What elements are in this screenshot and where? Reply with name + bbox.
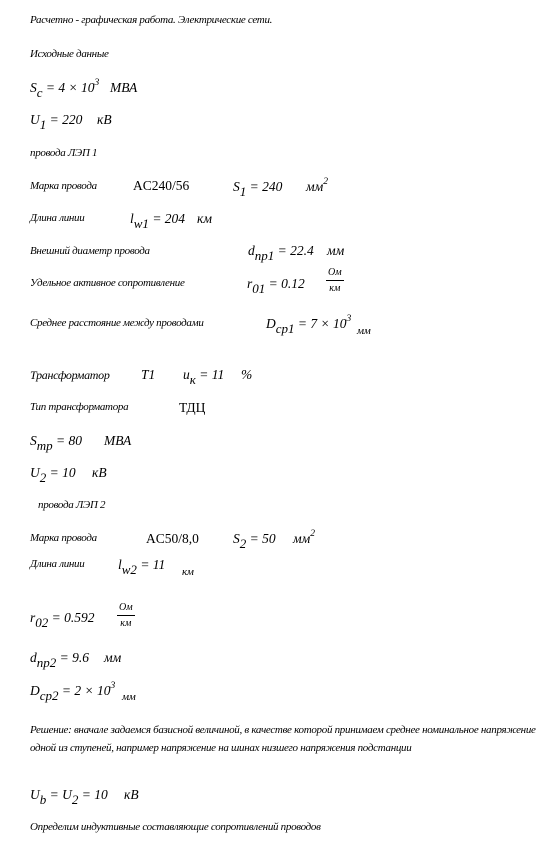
str-symbol: S [30, 433, 37, 448]
r01-unit-denominator: км [329, 283, 341, 294]
dpr2-subscript: пр2 [36, 655, 57, 670]
formula-r01 [247, 276, 305, 296]
line1-length-label: Длина линии [30, 212, 85, 224]
transformer-label: Трансформатор [30, 368, 110, 382]
dpr2-unit: мм [104, 650, 122, 665]
uk-subscript: к [189, 372, 196, 387]
lw2-unit: км [182, 566, 194, 578]
ub-symbol: U [30, 787, 40, 802]
ub-unit: кВ [124, 787, 139, 802]
s2-symbol: S [233, 531, 240, 546]
r02-value: = 0.592 [48, 610, 95, 625]
lw2-value: = 11 [136, 557, 166, 572]
r02-unit-fraction [117, 603, 135, 629]
line2-brand-value: AC50/8,0 [146, 531, 199, 546]
dpr2-value: = 9.6 [56, 650, 89, 665]
sc-value: = 4 × 10 [42, 80, 95, 95]
u1-subscript: 1 [39, 117, 47, 132]
dcp2-unit: мм [122, 691, 136, 703]
lw1-value: = 204 [148, 211, 186, 226]
ub-u2-subscript: 2 [71, 792, 79, 807]
line1-brand-label: Марка провода [30, 180, 97, 192]
lw2-symbol: l [118, 557, 122, 572]
sc-exponent: 3 [94, 78, 100, 88]
formula-u2 [30, 465, 76, 485]
ub-value: = 10 [78, 787, 108, 802]
dpr1-subscript: пр1 [254, 248, 275, 263]
str-subscript: тр [36, 438, 53, 453]
s1-unit [306, 177, 328, 194]
r02-unit-denominator: км [120, 618, 132, 629]
transformer-type-label: Тип трансформатора [30, 401, 129, 413]
sc-symbol: S [30, 80, 37, 95]
dpr2-symbol: d [30, 650, 37, 665]
r01-value: = 0.12 [265, 276, 305, 291]
sc-subscript: c [36, 85, 43, 100]
s2-unit [293, 529, 315, 546]
formula-dpr1 [248, 243, 314, 263]
dcp2-value: = 2 × 10 [58, 683, 111, 698]
u2-value: = 10 [46, 465, 76, 480]
u1-unit: кВ [97, 112, 112, 127]
formula-u1 [30, 112, 83, 132]
formula-dcp2 [30, 681, 116, 703]
formula-lw2 [118, 557, 166, 577]
dcp2-symbol: D [30, 683, 40, 698]
s2-value: = 50 [246, 531, 276, 546]
transformer-name: T1 [141, 367, 156, 382]
uk-unit: % [241, 367, 253, 382]
transformer-type-value: ТДЦ [179, 400, 206, 415]
r01-symbol: r [247, 276, 253, 291]
u2-subscript: 2 [39, 470, 47, 485]
u2-unit: кВ [92, 465, 107, 480]
str-unit: МВА [104, 433, 132, 448]
line1-resistance-label: Удельное активное сопротивление [30, 277, 185, 289]
document-title: Расчетно - графическая работа. Электрические сети. [30, 14, 273, 26]
ub-equals: = U [46, 787, 72, 802]
final-sentence: Определим индуктивные составляющие сопротивлений проводов [30, 821, 321, 833]
u1-symbol: U [30, 112, 40, 127]
line1-distance-label: Среднее расстояние между проводами [30, 317, 204, 329]
dcp1-exponent: 3 [346, 314, 352, 324]
dcp2-subscript: ср2 [39, 688, 59, 703]
s1-symbol: S [233, 179, 240, 194]
dcp2-exponent: 3 [110, 681, 116, 691]
s2-unit-text: мм [293, 531, 311, 546]
r01-unit-fraction [326, 268, 344, 294]
ub-subscript: b [39, 792, 47, 807]
uk-symbol: u [183, 367, 190, 382]
lw1-subscript: w1 [133, 216, 149, 231]
initial-data-heading: Исходные данные [30, 48, 109, 60]
s2-subscript: 2 [239, 536, 247, 551]
s1-subscript: 1 [239, 184, 247, 199]
formula-str [30, 433, 83, 453]
lw1-symbol: l [130, 211, 134, 226]
line1-diameter-label: Внешний диаметр провода [30, 245, 150, 257]
lw1-unit: км [197, 211, 212, 226]
formula-s2 [233, 531, 276, 551]
str-value: = 80 [52, 433, 83, 448]
line2-brand-label: Марка провода [30, 532, 97, 544]
dcp1-subscript: ср1 [275, 321, 295, 336]
r02-subscript: 02 [35, 615, 49, 630]
line1-brand-value: AC240/56 [133, 178, 190, 193]
lw2-subscript: w2 [121, 562, 137, 577]
line1-heading: провода ЛЭП 1 [30, 147, 98, 159]
formula-dpr2 [30, 650, 89, 670]
formula-lw1 [130, 211, 186, 231]
solution-paragraph: Решение: вначале задаемся базисной величиной, в качестве которой принимаем среднее номинальное напряжение одной из ступеней, например напряжение на шинах низшего напряжения подстанции [30, 724, 536, 754]
line2-length-label: Длина линии [30, 558, 85, 570]
formula-ub [30, 787, 108, 807]
r02-unit-numerator: Ом [117, 603, 135, 616]
s1-unit-text: мм [306, 179, 324, 194]
uk-value: = 11 [195, 367, 225, 382]
s2-unit-exponent: 2 [310, 529, 315, 539]
s1-value: = 240 [246, 179, 283, 194]
r01-subscript: 01 [252, 281, 266, 296]
dpr1-symbol: d [248, 243, 255, 258]
formula-dcp1 [266, 314, 352, 336]
s1-unit-exponent: 2 [323, 177, 328, 187]
u2-symbol: U [30, 465, 40, 480]
line2-heading: провода ЛЭП 2 [38, 499, 106, 511]
formula-sc [30, 78, 100, 100]
dcp1-unit: мм [357, 325, 371, 337]
sc-unit: МВА [110, 80, 138, 95]
r01-unit-numerator: Ом [326, 268, 344, 281]
formula-s1 [233, 179, 283, 199]
dcp1-symbol: D [266, 316, 276, 331]
dcp1-value: = 7 × 10 [294, 316, 347, 331]
u1-value: = 220 [46, 112, 83, 127]
formula-uk [183, 367, 225, 387]
dpr1-value: = 22.4 [274, 243, 314, 258]
r02-symbol: r [30, 610, 36, 625]
dpr1-unit: мм [327, 243, 345, 258]
formula-r02 [30, 610, 95, 630]
